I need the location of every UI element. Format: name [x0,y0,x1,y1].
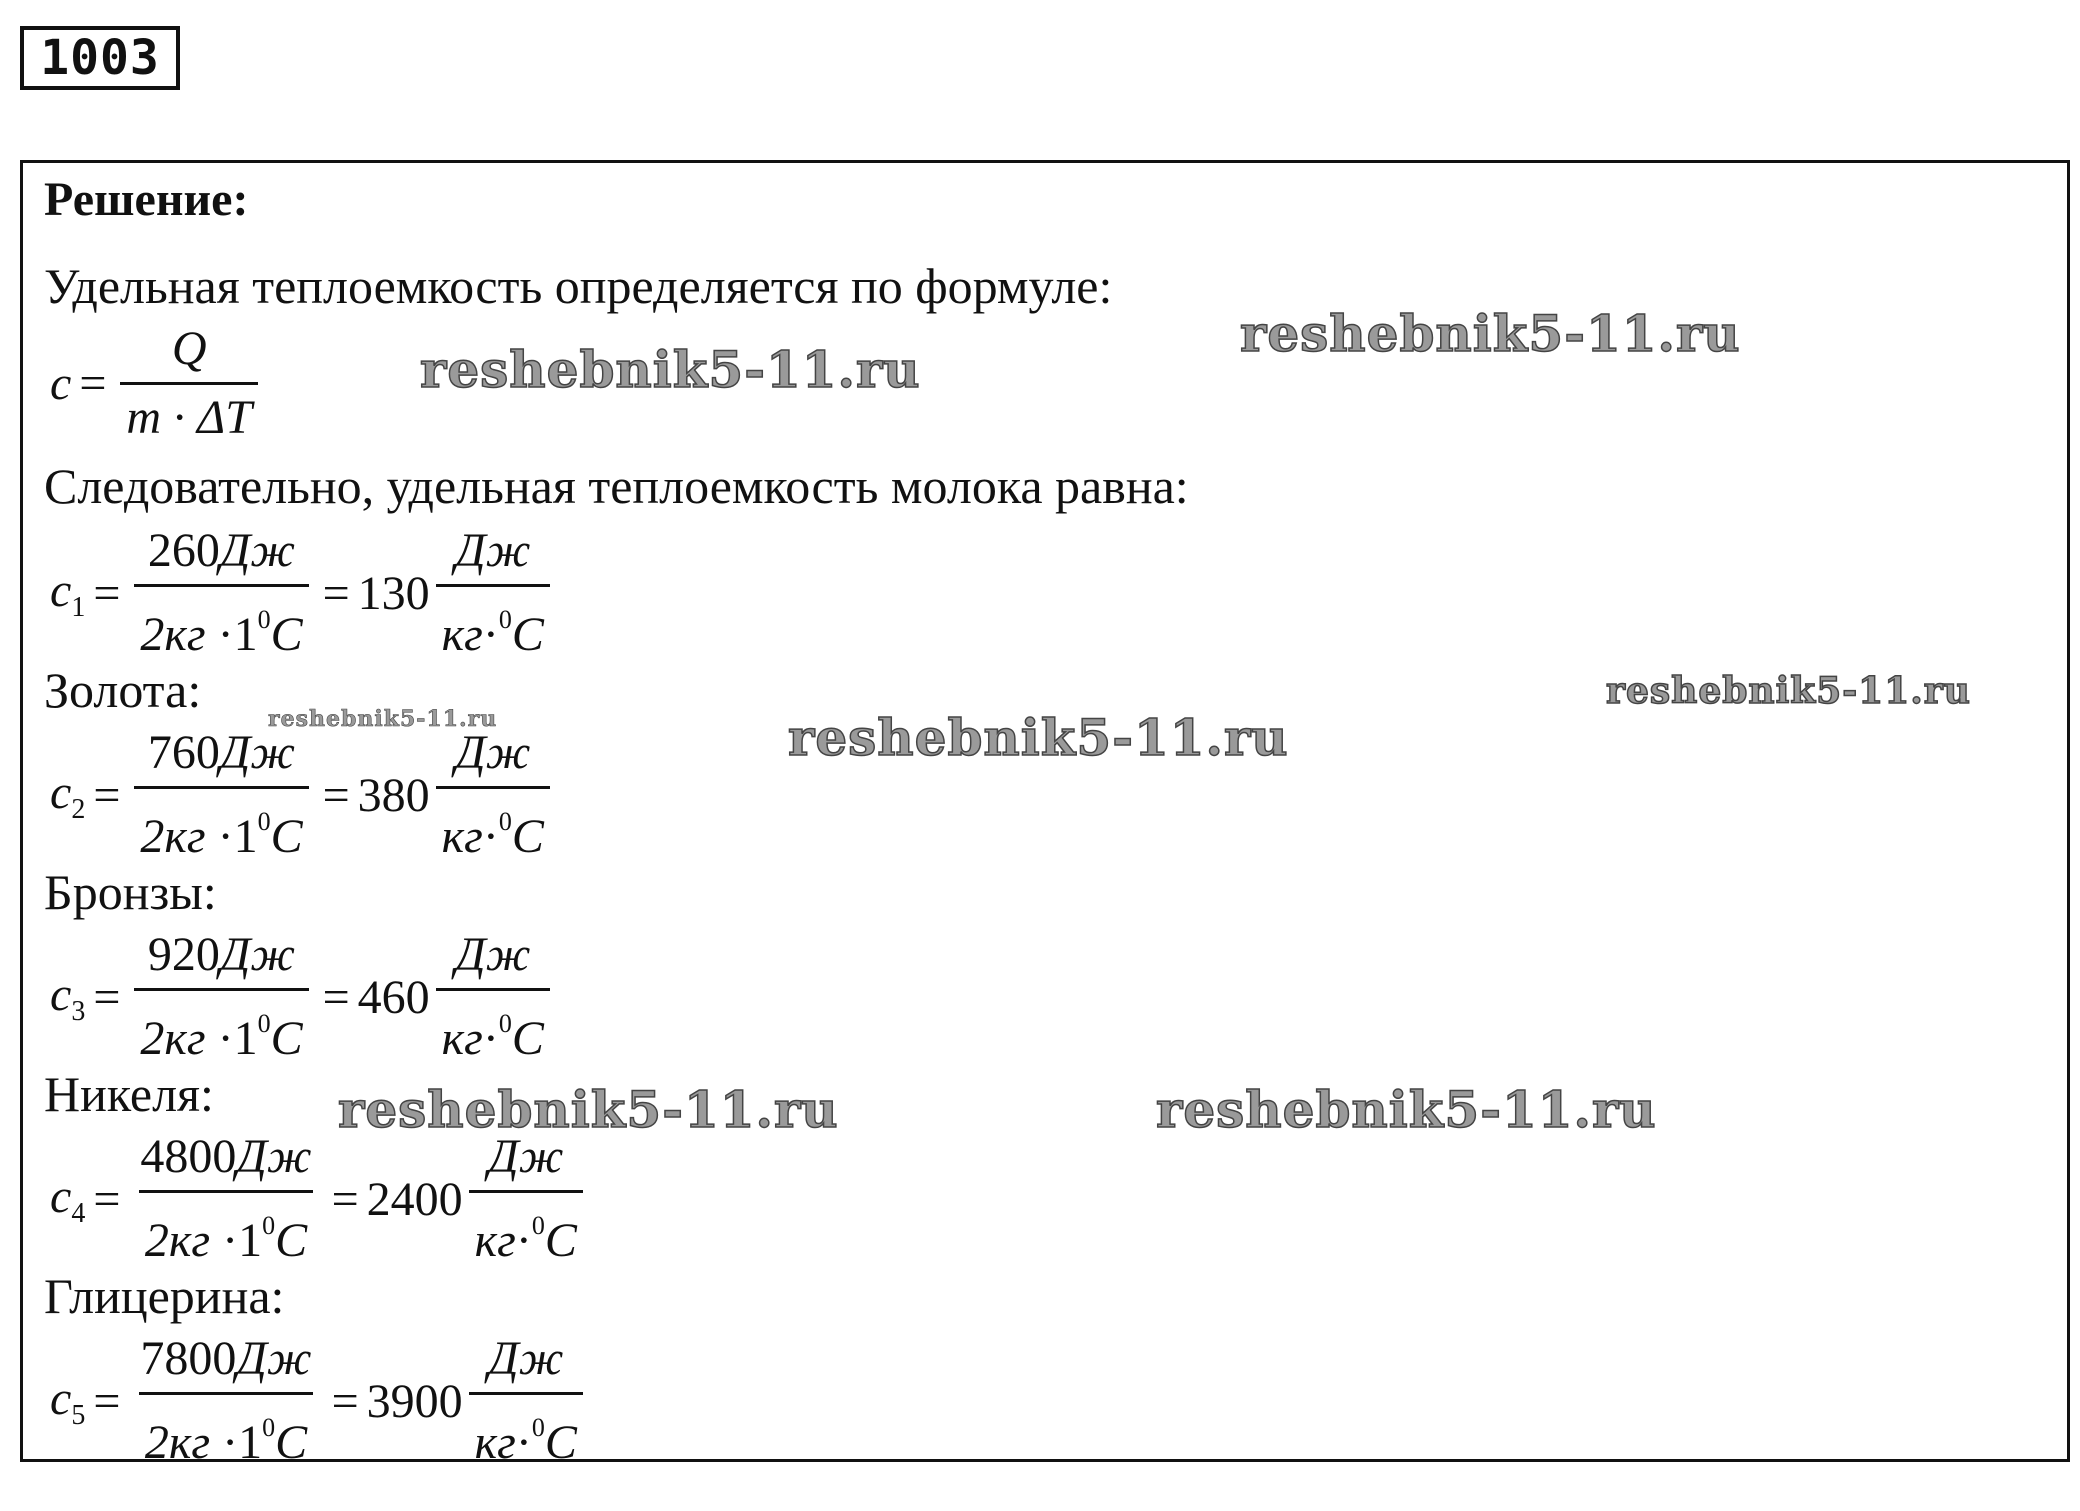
formula-c1: $c_1$ = $\frac{260Дж}{2кг \cdot 1^0C}$ = 130 $\frac{Дж}{кг\cdot^0C}$ [50,524,556,662]
formula-c2: $c_2$ = $\frac{760Дж}{2кг \cdot 1^0C}$ = 380 $\frac{Дж}{кг\cdot^0C}$ [50,726,556,864]
watermark: reshebnik5-11.ru [788,708,1289,767]
label-glycerin: Глицерина: [44,1268,285,1324]
formula-denominator: m · ΔT [120,382,258,445]
formula-c5: $c_5$ = $\frac{7800Дж}{2кг \cdot 1^0C}$ = 3900 $\frac{Дж}{кг\cdot^0C}$ [50,1332,589,1470]
formula-c3: $c_3$ = $\frac{920Дж}{2кг \cdot 1^0C}$ = 460 $\frac{Дж}{кг\cdot^0C}$ [50,928,556,1066]
formula-lhs: c [50,357,72,410]
watermark: reshebnik5-11.ru [1156,1080,1657,1139]
watermark: reshebnik5-11.ru [338,1080,839,1139]
watermark: reshebnik5-11.ru [1606,670,1971,712]
solution-heading: Решение: [44,173,249,226]
problem-number: 1003 [20,26,180,90]
formula-c1-lhs: $c_1$ [50,563,86,623]
watermark: reshebnik5-11.ru [268,706,498,732]
watermark: reshebnik5-11.ru [420,340,921,399]
label-nickel: Никеля: [44,1066,214,1122]
label-bronze: Бронзы: [44,864,217,920]
milk-text: Следовательно, удельная теплоемкость молока равна: [44,458,1189,514]
watermark: reshebnik5-11.ru [1240,304,1741,363]
formula-c4: $c_4$ = $\frac{4800Дж}{2кг \cdot 1^0C}$ = 2400 $\frac{Дж}{кг\cdot^0C}$ [50,1130,589,1268]
intro-text: Удельная теплоемкость определяется по формуле: [44,258,1113,314]
equals-sign: = [79,357,107,410]
formula-fraction [120,322,258,445]
formula-numerator: Q [171,322,207,375]
label-gold: Золота: [44,662,202,718]
general-formula [50,322,264,445]
